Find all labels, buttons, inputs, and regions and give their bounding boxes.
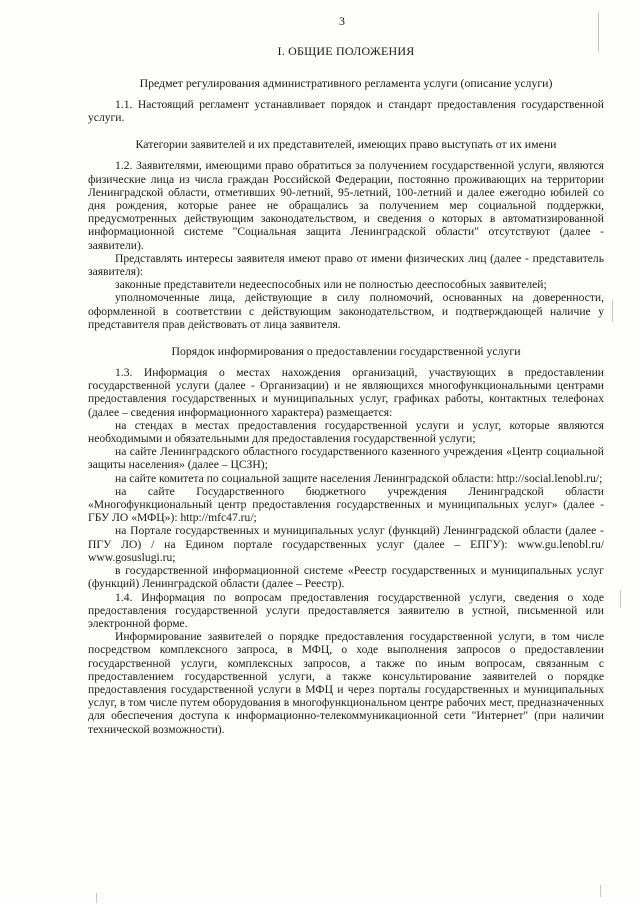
page-number: 3 xyxy=(339,14,345,28)
paragraph-mfc-site: на сайте Государственного бюджетного учреждения Ленинградской области «Многофункциональный центр предоставления государственных и муниципальных услуг» (далее - ГБУ ЛО «МФЦ»): http://mfc47.ru/; xyxy=(88,484,604,525)
subheading-applicants: Категории заявителей и их представителей, имеющих право выступать от их имени xyxy=(135,137,557,152)
paragraph-1-1: 1.1. Настоящий регламент устанавливает порядок и стандарт предоставления государственной услуги. xyxy=(88,98,604,125)
scan-artifact xyxy=(96,893,97,903)
paragraph-stands: на стендах в местах предоставления государственной услуги и услуг, которые являются необходимыми и обязательными для предоставления государственной услуги; xyxy=(88,418,604,446)
paragraph-portals: на Портале государственных и муниципальных услуг (функций) Ленинградской области (далее - ПГУ ЛО) / на Едином портале государственных услуг (далее – ЕПГУ): www.gu.lenobl.ru/ www.gosuslugi.ru; xyxy=(88,524,604,564)
paragraph-legal-representatives: законные представители недееспособных или не полностью дееспособных заявителей; xyxy=(115,278,547,292)
subheading-subject: Предмет регулирования административного регламента услуги (описание услуги) xyxy=(139,76,553,90)
paragraph-informing-applicants: Информирование заявителей о порядке предоставления государственной услуги, в том числе посредством комплексного запроса, в МФЦ, о ходе выполнения запросов о предоставлении государственной услуги, комплексных запросов, а также по иным вопросам, связанным с предоставлением государственной услуги, а также консультирование заявителей о порядке предоставления государственной услуги в МФЦ и через порталы государственных и муниципальных услуг, в том числе путем оборудования в многофункциональном центре рабочих мест, предназначенных для обеспечения доступа к информационно-телекоммуникационной сети "Интернет" (при наличии технической возможности). xyxy=(88,630,604,736)
paragraph-1-2: 1.2. Заявителями, имеющими право обратиться за получением государственной услуги, являются физические лица из числа граждан Российской Федерации, постоянно проживающих на территории Ленинградской области, отметивших 90-летний, 95-летний, 100-летний и далее ежегодно юбилей со дня рождения, которые ранее не обращались за получением мер социальной поддержки, предусмотренных действующим законодательством, и сведения о которых в автоматизированной информационной системе "Социальная защита Ленинградской области" отсутствуют (далее - заявители). xyxy=(88,159,604,252)
paragraph-1-3: 1.3. Информация о местах нахождения организаций, участвующих в предоставлении государственной услуги (далее - Организации) и не являющихся многофункциональными центрами предоставления государственных и муниципальных услуг, графиках работы, контактных телефонах (далее – сведения информационного характера) размещается: xyxy=(88,366,604,419)
paragraph-registry: в государственной информационной системе «Реестр государственных и муниципальных услуг (функций) Ленинградской области (далее – Реестр). xyxy=(88,564,604,591)
paragraph-1-4: 1.4. Информация по вопросам предоставления государственной услуги, сведения о ходе предоставления государственной услуги предоставляется заявителю в устной, письменной или электронной форме. xyxy=(88,590,604,630)
paragraph-representatives: Представлять интересы заявителя имеют право от имени физических лиц (далее - представитель заявителя): xyxy=(88,251,604,279)
scan-artifact xyxy=(600,885,601,897)
section-title: I. ОБЩИЕ ПОЛОЖЕНИЯ xyxy=(277,44,415,58)
paragraph-authorized-persons: уполномоченные лица, действующие в силу полномочий, основанных на доверенности, оформленной в соответствии с действующим законодательством, и подтверждающей наличие у представителя прав действовать от лица заявителя. xyxy=(88,291,604,331)
scan-artifact xyxy=(612,300,613,322)
scan-artifact xyxy=(620,590,621,608)
subheading-informing: Порядок информирования о предоставлении государственной услуги xyxy=(171,344,521,359)
paragraph-cszn-site: на сайте Ленинградского областного государственного казенного учреждения «Центр социальной защиты населения» (далее – ЦСЗН); xyxy=(88,445,604,472)
document-body xyxy=(88,14,604,736)
paragraph-committee-site: на сайте комитета по социальной защите населения Ленинградской области: http://social.lenobl.ru/; xyxy=(115,471,603,485)
